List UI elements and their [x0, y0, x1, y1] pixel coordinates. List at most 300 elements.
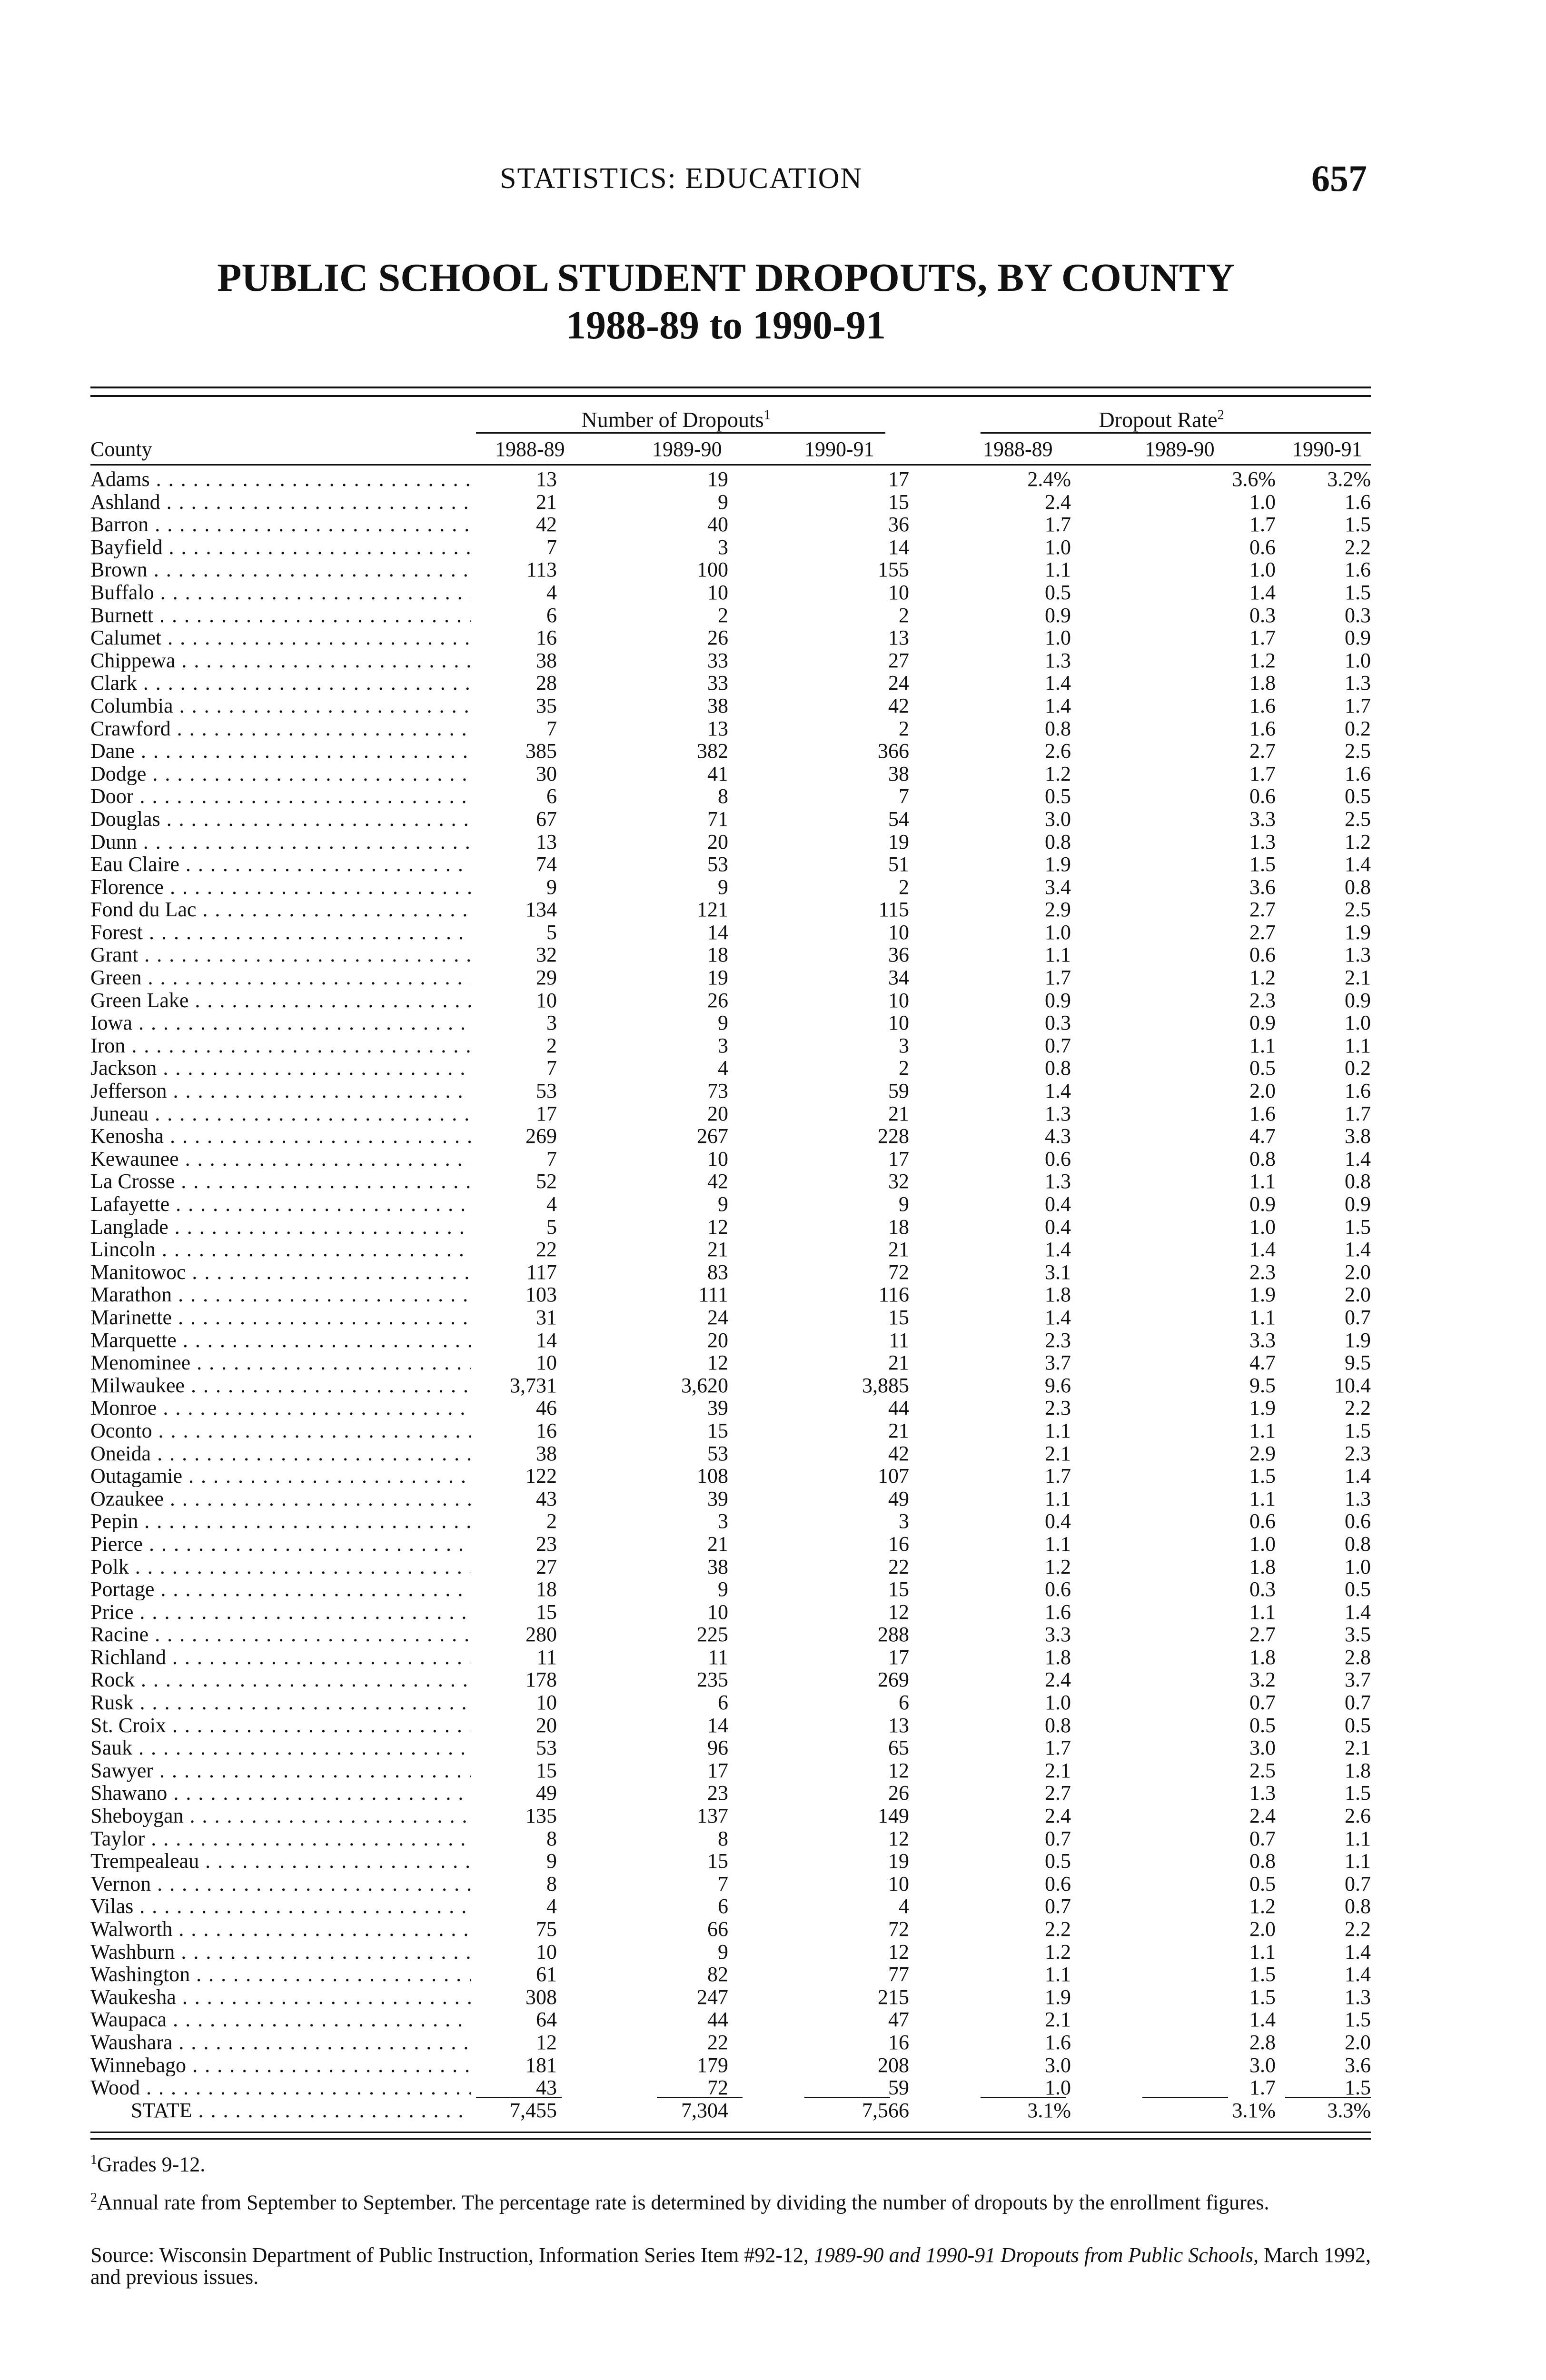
- table-cell: 0.5: [1345, 1577, 1371, 1601]
- table-cell: 4: [546, 1894, 557, 1918]
- state-value: 7,455: [510, 2099, 557, 2122]
- table-cell: 1.9: [1249, 1396, 1276, 1420]
- table-cell: 9.5: [1249, 1373, 1276, 1397]
- county-name: Vilas . . .: [90, 1895, 471, 1917]
- source-text: , March 1992, and previous issues.: [90, 2243, 1371, 2289]
- table-cell: 12: [888, 1600, 909, 1624]
- table-cell: 122: [525, 1464, 557, 1488]
- table-cell: 21: [707, 1532, 728, 1556]
- footnote-ref: 1: [763, 407, 771, 423]
- table-cell: 1.7: [1045, 966, 1071, 990]
- table-cell: 10: [888, 1872, 909, 1895]
- county-name: Rusk . . .: [90, 1691, 471, 1714]
- county-name: Ashland . . .: [90, 491, 471, 513]
- table-cell: 10: [888, 580, 909, 604]
- table-cell: 10: [536, 1940, 557, 1964]
- table-cell: 7: [899, 784, 909, 808]
- total-rule: [1285, 2097, 1371, 2098]
- table-cell: 2.6: [1345, 1804, 1371, 1828]
- table-cell: 9: [718, 490, 728, 514]
- table-cell: 2.4: [1249, 1804, 1276, 1828]
- table-cell: 103: [525, 1283, 557, 1307]
- table-cell: 208: [878, 2053, 909, 2077]
- table-cell: 26: [707, 626, 728, 650]
- table-cell: 27: [888, 648, 909, 672]
- table-cell: 21: [888, 1238, 909, 1261]
- table-cell: 3.5: [1345, 1623, 1371, 1646]
- table-cell: 44: [888, 1396, 909, 1420]
- table-cell: 1.0: [1249, 558, 1276, 582]
- table-cell: 1.4: [1249, 580, 1276, 604]
- table-cell: 61: [536, 1963, 557, 1986]
- table-cell: 11: [889, 1328, 909, 1352]
- table-cell: 0.6: [1249, 535, 1276, 559]
- total-rule: [1142, 2097, 1228, 2098]
- table-cell: 3.2: [1249, 1668, 1276, 1692]
- county-name: La Crosse . . .: [90, 1170, 471, 1192]
- footnote-1: [90, 2149, 1371, 2176]
- table-cell: 0.9: [1045, 988, 1071, 1012]
- table-cell: 42: [888, 1441, 909, 1465]
- table-row: [90, 1601, 1371, 1624]
- table-cell: 1.4: [1249, 2008, 1276, 2032]
- table-cell: 6: [718, 1894, 728, 1918]
- county-name: Kewaunee . . .: [90, 1148, 471, 1170]
- table-cell: 10: [888, 1011, 909, 1035]
- table-cell: 0.9: [1249, 1192, 1276, 1216]
- table-row: [90, 898, 1371, 921]
- table-cell: 1.7: [1249, 513, 1276, 536]
- table-cell: 1.5: [1249, 1985, 1276, 2009]
- table-cell: 1.9: [1249, 1283, 1276, 1307]
- table-cell: 47: [888, 2008, 909, 2032]
- table-cell: 15: [888, 1577, 909, 1601]
- table-cell: 1.6: [1345, 490, 1371, 514]
- county-name: Chippewa . . .: [90, 649, 471, 672]
- table-body: [90, 468, 1371, 2099]
- table-cell: 4: [546, 580, 557, 604]
- table-cell: 1.4: [1345, 1464, 1371, 1488]
- table-row: [90, 1691, 1371, 1714]
- table-cell: 1.1: [1249, 1940, 1276, 1964]
- table-cell: 42: [707, 1170, 728, 1193]
- column-header-year: 1988-89: [983, 437, 1053, 461]
- table-cell: 8: [718, 784, 728, 808]
- county-name: Menominee . . .: [90, 1351, 471, 1374]
- table-cell: 1.1: [1045, 558, 1071, 582]
- table-cell: 9: [718, 1577, 728, 1601]
- county-name: Price . . .: [90, 1601, 471, 1623]
- group-underline: [981, 432, 1371, 434]
- table-cell: 1.7: [1249, 626, 1276, 650]
- state-value: 3.3%: [1327, 2099, 1371, 2122]
- table-cell: 2.5: [1345, 739, 1371, 763]
- table-cell: 51: [888, 853, 909, 876]
- table-cell: 0.8: [1045, 1713, 1071, 1737]
- table-cell: 2.2: [1345, 1396, 1371, 1420]
- table-cell: 1.3: [1045, 648, 1071, 672]
- county-name: Dunn . . .: [90, 831, 471, 853]
- table-cell: 53: [707, 1441, 728, 1465]
- table-cell: 1.5: [1345, 580, 1371, 604]
- table-cell: 0.9: [1045, 603, 1071, 627]
- county-name: Iron . . .: [90, 1034, 471, 1057]
- table-cell: 9: [718, 1940, 728, 1964]
- table-cell: 0.6: [1045, 1577, 1071, 1601]
- table-cell: 3: [718, 1033, 728, 1057]
- table-cell: 23: [536, 1532, 557, 1556]
- table-cell: 0.6: [1249, 1509, 1276, 1533]
- table-cell: 1.4: [1345, 1147, 1371, 1170]
- table-row: [90, 468, 1371, 491]
- table-cell: 2.4: [1045, 1804, 1071, 1828]
- table-cell: 30: [536, 762, 557, 785]
- table-cell: 2: [899, 716, 909, 740]
- table-cell: 2.0: [1249, 1917, 1276, 1941]
- table-cell: 66: [707, 1917, 728, 1941]
- table-cell: 3,885: [862, 1373, 909, 1397]
- table-cell: 12: [888, 1940, 909, 1964]
- table-cell: 280: [525, 1623, 557, 1646]
- table-cell: 13: [536, 467, 557, 491]
- table-cell: 267: [697, 1124, 728, 1148]
- county-name: Calumet . . .: [90, 626, 471, 649]
- table-cell: 83: [707, 1260, 728, 1284]
- table-cell: 33: [707, 671, 728, 695]
- table-cell: 38: [707, 1555, 728, 1578]
- table-cell: 15: [707, 1418, 728, 1442]
- table-cell: 2.4: [1045, 1668, 1071, 1692]
- table-cell: 4.7: [1249, 1351, 1276, 1375]
- source-text: Source: Wisconsin Department of Public Instruction, Information Series Item #92-12,: [90, 2243, 814, 2267]
- table-row: [90, 1148, 1371, 1170]
- table-cell: 2.9: [1045, 898, 1071, 922]
- table-cell: 19: [888, 830, 909, 853]
- table-cell: 1.4: [1045, 671, 1071, 695]
- table-cell: 3: [718, 1509, 728, 1533]
- table-cell: 1.3: [1045, 1170, 1071, 1193]
- county-name: Sauk . . .: [90, 1736, 471, 1759]
- table-cell: 1.0: [1249, 490, 1276, 514]
- table-cell: 115: [878, 898, 909, 922]
- table-row: [90, 1918, 1371, 1941]
- table-cell: 2.0: [1345, 1260, 1371, 1284]
- table-cell: 3.7: [1045, 1351, 1071, 1375]
- table-cell: 14: [707, 920, 728, 944]
- table-cell: 82: [707, 1963, 728, 1986]
- table-cell: 7: [546, 1147, 557, 1170]
- table-cell: 54: [888, 807, 909, 831]
- county-name: Bayfield . . .: [90, 536, 471, 558]
- table-cell: 2: [718, 603, 728, 627]
- table-cell: 0.7: [1249, 1826, 1276, 1850]
- table-cell: 9.6: [1045, 1373, 1071, 1397]
- table-cell: 21: [888, 1351, 909, 1375]
- table-cell: 1.4: [1345, 853, 1371, 876]
- table-cell: 1.2: [1045, 1940, 1071, 1964]
- table-cell: 0.8: [1045, 830, 1071, 853]
- table-cell: 3: [546, 1011, 557, 1035]
- table-row: [90, 1736, 1371, 1759]
- page-title: PUBLIC SCHOOL STUDENT DROPOUTS, BY COUNTY: [217, 256, 1235, 300]
- table-cell: 1.6: [1345, 762, 1371, 785]
- table-cell: 6: [546, 784, 557, 808]
- county-name: Juneau . . .: [90, 1102, 471, 1125]
- table-cell: 10: [888, 988, 909, 1012]
- table-cell: 1.4: [1249, 1238, 1276, 1261]
- table-row: [90, 694, 1371, 717]
- county-name: Oconto . . .: [90, 1419, 471, 1442]
- table-cell: 2.1: [1345, 966, 1371, 990]
- table-row: [90, 966, 1371, 989]
- table-cell: 1.1: [1249, 1600, 1276, 1624]
- table-cell: 1.1: [1045, 1532, 1071, 1556]
- table-cell: 1.5: [1345, 1215, 1371, 1239]
- table-cell: 1.2: [1249, 1894, 1276, 1918]
- table-cell: 3.6: [1345, 2053, 1371, 2077]
- table-cell: 0.2: [1345, 716, 1371, 740]
- table-cell: 269: [878, 1668, 909, 1692]
- table-cell: 0.3: [1249, 603, 1276, 627]
- table-cell: 24: [888, 671, 909, 695]
- table-cell: 0.9: [1345, 626, 1371, 650]
- table-cell: 215: [878, 1985, 909, 2009]
- table-cell: 2.3: [1045, 1328, 1071, 1352]
- table-row: [90, 1533, 1371, 1556]
- state-label: STATE . . .: [131, 2099, 471, 2122]
- county-name: Adams . . .: [90, 468, 471, 490]
- table-cell: 39: [707, 1396, 728, 1420]
- county-name: Waukesha . . .: [90, 1986, 471, 2008]
- state-value: 3.1%: [1232, 2099, 1276, 2122]
- table-cell: 15: [536, 1758, 557, 1782]
- table-cell: 46: [536, 1396, 557, 1420]
- county-name: Vernon . . .: [90, 1873, 471, 1895]
- table-cell: 0.7: [1345, 1872, 1371, 1895]
- table-cell: 0.3: [1345, 603, 1371, 627]
- table-row: [90, 1283, 1371, 1306]
- table-cell: 3,731: [510, 1373, 557, 1397]
- table-cell: 1.1: [1345, 1849, 1371, 1873]
- table-cell: 18: [707, 943, 728, 967]
- table-cell: 0.8: [1249, 1147, 1276, 1170]
- table-row: [90, 536, 1371, 559]
- table-cell: 2.3: [1045, 1396, 1071, 1420]
- table-row: [90, 1419, 1371, 1442]
- table-row: [90, 2076, 1371, 2099]
- table-cell: 39: [707, 1487, 728, 1510]
- table-cell: 31: [536, 1305, 557, 1329]
- table-row: [90, 717, 1371, 740]
- table-cell: 1.2: [1249, 966, 1276, 990]
- table-row: [90, 1034, 1371, 1057]
- table-cell: 1.7: [1345, 694, 1371, 717]
- table-cell: 16: [888, 1532, 909, 1556]
- table-row: [90, 1668, 1371, 1691]
- header-rule: [90, 464, 1371, 466]
- table-cell: 1.6: [1345, 558, 1371, 582]
- table-cell: 0.4: [1045, 1192, 1071, 1216]
- table-cell: 4: [718, 1056, 728, 1080]
- table-row: [90, 1442, 1371, 1465]
- table-cell: 366: [878, 739, 909, 763]
- table-cell: 0.8: [1345, 1532, 1371, 1556]
- total-rule: [804, 2097, 890, 2098]
- table-cell: 23: [707, 1781, 728, 1805]
- county-name: Clark . . .: [90, 672, 471, 694]
- table-cell: 1.9: [1045, 853, 1071, 876]
- table-cell: 1.5: [1345, 2008, 1371, 2032]
- table-cell: 269: [525, 1124, 557, 1148]
- table-row: [90, 1102, 1371, 1125]
- table-cell: 0.9: [1249, 1011, 1276, 1035]
- table-row: [90, 672, 1371, 694]
- table-cell: 26: [888, 1781, 909, 1805]
- table-cell: 1.7: [1045, 1464, 1071, 1488]
- table-row: [90, 1488, 1371, 1510]
- county-name: Jackson . . .: [90, 1057, 471, 1079]
- table-cell: 15: [888, 1305, 909, 1329]
- county-name: Marinette . . .: [90, 1306, 471, 1329]
- table-cell: 14: [888, 535, 909, 559]
- county-name: Columbia . . .: [90, 694, 471, 717]
- table-cell: 1.6: [1345, 1079, 1371, 1103]
- table-cell: 19: [707, 467, 728, 491]
- total-rule: [476, 2097, 562, 2098]
- table-cell: 17: [707, 1758, 728, 1782]
- table-cell: 385: [525, 739, 557, 763]
- table-cell: 2.5: [1345, 807, 1371, 831]
- county-name: Ozaukee . . .: [90, 1488, 471, 1510]
- table-cell: 13: [707, 716, 728, 740]
- group-header-rate-label: Dropout Rate: [1099, 407, 1218, 432]
- table-cell: 36: [888, 513, 909, 536]
- table-cell: 2.7: [1249, 1623, 1276, 1646]
- table-cell: 1.6: [1045, 1600, 1071, 1624]
- table-cell: 8: [718, 1826, 728, 1850]
- table-row: [90, 558, 1371, 581]
- table-cell: 0.7: [1249, 1691, 1276, 1715]
- table-cell: 67: [536, 807, 557, 831]
- county-name: Eau Claire . . .: [90, 853, 471, 875]
- table-cell: 181: [525, 2053, 557, 2077]
- table-cell: 1.3: [1249, 830, 1276, 853]
- table-cell: 15: [707, 1849, 728, 1873]
- table-cell: 1.0: [1345, 1011, 1371, 1035]
- table-cell: 2.7: [1045, 1781, 1071, 1805]
- table-cell: 1.7: [1045, 1736, 1071, 1760]
- table-cell: 38: [536, 1441, 557, 1465]
- table-cell: 1.5: [1249, 1464, 1276, 1488]
- county-name: Florence . . .: [90, 876, 471, 898]
- table-cell: 20: [707, 830, 728, 853]
- table-cell: 1.5: [1345, 513, 1371, 536]
- table-cell: 0.6: [1045, 1147, 1071, 1170]
- table-top-rule: [90, 387, 1371, 388]
- county-name: Monroe . . .: [90, 1397, 471, 1419]
- county-name: Walworth . . .: [90, 1918, 471, 1940]
- table-cell: 1.7: [1249, 2076, 1276, 2100]
- table-cell: 27: [536, 1555, 557, 1578]
- table-cell: 247: [697, 1985, 728, 2009]
- state-value: 3.1%: [1027, 2099, 1071, 2122]
- table-cell: 149: [878, 1804, 909, 1828]
- county-name: Douglas . . .: [90, 808, 471, 830]
- table-cell: 382: [697, 739, 728, 763]
- table-cell: 3.3: [1249, 807, 1276, 831]
- table-cell: 59: [888, 2076, 909, 2100]
- table-cell: 1.9: [1345, 920, 1371, 944]
- county-name: Taylor . . .: [90, 1827, 471, 1850]
- county-name: Polk . . .: [90, 1556, 471, 1578]
- table-cell: 44: [707, 2008, 728, 2032]
- footnote-text: Grades 9-12.: [97, 2152, 206, 2176]
- table-cell: 0.8: [1345, 1894, 1371, 1918]
- table-cell: 1.8: [1249, 1555, 1276, 1578]
- table-cell: 0.6: [1249, 784, 1276, 808]
- table-cell: 0.5: [1045, 580, 1071, 604]
- table-cell: 1.4: [1045, 1238, 1071, 1261]
- table-cell: 21: [888, 1101, 909, 1125]
- table-cell: 2.7: [1249, 739, 1276, 763]
- table-cell: 0.8: [1045, 716, 1071, 740]
- table-cell: 9: [546, 875, 557, 899]
- table-cell: 0.5: [1045, 1849, 1071, 1873]
- county-name: Crawford . . .: [90, 717, 471, 740]
- table-cell: 1.6: [1249, 694, 1276, 717]
- table-cell: 34: [888, 966, 909, 990]
- table-cell: 0.7: [1345, 1691, 1371, 1715]
- group-header-rate: [981, 407, 1342, 432]
- column-header-year: 1989-90: [652, 437, 722, 461]
- table-cell: 1.4: [1045, 694, 1071, 717]
- table-cell: 1.8: [1345, 1758, 1371, 1782]
- county-name: Oneida . . .: [90, 1442, 471, 1465]
- table-cell: 2.1: [1045, 2008, 1071, 2032]
- table-cell: 15: [888, 490, 909, 514]
- table-cell: 0.5: [1345, 784, 1371, 808]
- table-row: [90, 1465, 1371, 1488]
- table-cell: 2.7: [1249, 898, 1276, 922]
- table-cell: 1.3: [1249, 1781, 1276, 1805]
- table-cell: 22: [888, 1555, 909, 1578]
- table-cell: 228: [878, 1124, 909, 1148]
- table-cell: 3.0: [1249, 2053, 1276, 2077]
- table-cell: 72: [888, 1917, 909, 1941]
- table-cell: 16: [888, 2030, 909, 2054]
- table-row: [90, 1329, 1371, 1352]
- table-cell: 2: [546, 1509, 557, 1533]
- table-row: [90, 1827, 1371, 1850]
- table-cell: 43: [536, 2076, 557, 2100]
- county-name: Lincoln . . .: [90, 1238, 471, 1260]
- county-name: Barron . . .: [90, 513, 471, 536]
- table-row: [90, 1193, 1371, 1216]
- table-row: [90, 1125, 1371, 1148]
- table-row: [90, 1057, 1371, 1080]
- table-row: [90, 649, 1371, 672]
- footnote-mark: 2: [90, 2191, 97, 2205]
- table-cell: 9: [718, 1192, 728, 1216]
- table-top-rule: [90, 395, 1371, 397]
- table-cell: 41: [707, 762, 728, 785]
- table-cell: 22: [536, 1238, 557, 1261]
- table-cell: 42: [536, 513, 557, 536]
- table-cell: 21: [888, 1418, 909, 1442]
- county-name: Sheboygan . . .: [90, 1805, 471, 1827]
- table-cell: 1.2: [1045, 1555, 1071, 1578]
- table-cell: 2.9: [1249, 1441, 1276, 1465]
